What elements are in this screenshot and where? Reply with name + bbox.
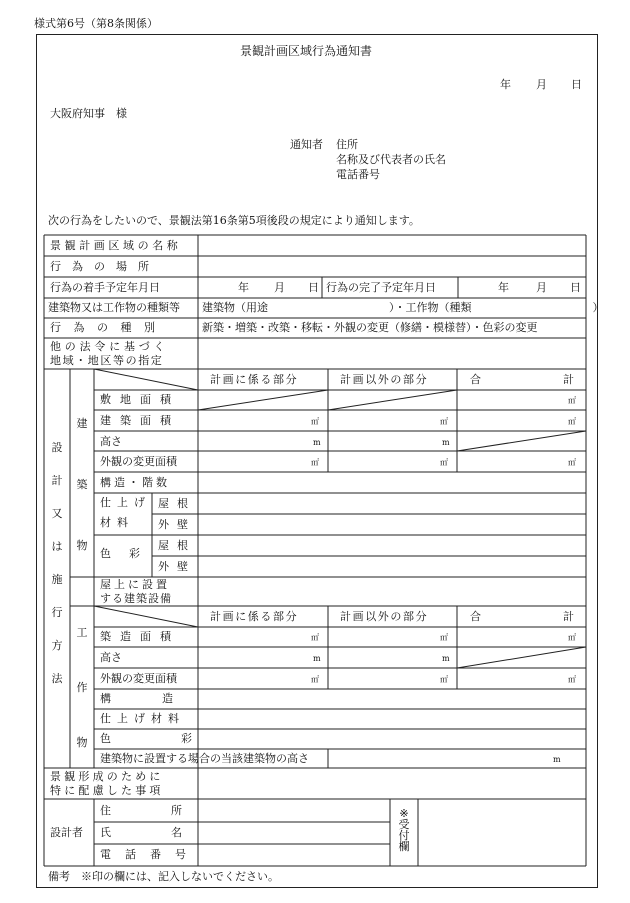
height-other-unit: m: [442, 438, 450, 447]
notifier-name: 名称及び代表者の氏名: [336, 153, 446, 166]
build-area-label: 築造面積: [100, 630, 180, 643]
facade-area-label: 外観の変更面積: [100, 455, 177, 468]
other-law-label-2: 地域・地区等の指定: [50, 354, 164, 367]
notifier-label: 通知者: [290, 138, 323, 151]
color-wall-label: 外壁: [158, 560, 196, 573]
structure-facade-label: 外観の変更面積: [100, 672, 177, 685]
designer-name-label: 氏名: [100, 826, 242, 839]
design-method-label: 設 計 又 は 施 行 方 法: [51, 441, 63, 685]
start-month: 月: [274, 281, 285, 294]
building-area-label: 建築面積: [100, 414, 180, 427]
action-kind-label: 行為の種別: [50, 321, 168, 334]
area-name-label: [50, 240, 192, 251]
on-building-height-label: 建築物に設置する場合の当該建築物の高さ: [100, 752, 309, 765]
rooftop-label-2: する建築設備: [100, 592, 172, 605]
col-total-2: 計: [563, 373, 574, 386]
addressee: 大阪府知事 様: [50, 107, 127, 120]
end-month: 月: [536, 281, 547, 294]
end-date-label: 行為の完了予定年月日: [326, 281, 436, 294]
col-total-1: 合: [470, 373, 481, 386]
start-year: 年: [238, 281, 249, 294]
build-area-other-unit: ㎡: [440, 633, 448, 642]
designer-label: 設計者: [50, 826, 83, 839]
col-plan-2: 計画に係る部分: [210, 610, 299, 623]
structure-facade-other-unit: ㎡: [440, 675, 448, 684]
structure-floors-label: 構造・階数: [100, 476, 170, 489]
date-month: 月: [536, 78, 547, 91]
other-law-label-1: 他の法令に基づく: [50, 340, 169, 353]
designer-phone-label: 電話番号: [100, 848, 200, 861]
col-other-2: 計画以外の部分: [340, 610, 429, 623]
date-year: 年: [500, 78, 511, 91]
site-area-total-unit: ㎡: [568, 396, 576, 405]
form-number: 様式第6号（第8条関係）: [34, 17, 158, 30]
structure-height-plan-unit: m: [313, 654, 321, 663]
build-area-plan-unit: ㎡: [311, 633, 319, 642]
color-roof-label: 屋根: [158, 539, 196, 552]
action-kind-value: 新築・増築・改築・移転・外観の変更（修繕・模様替）・色彩の変更: [202, 321, 538, 334]
construction-label: 構造: [100, 692, 224, 705]
col-total-1b: 合: [470, 610, 481, 623]
designer-address-label: 住所: [100, 804, 242, 817]
area-name-text: 景観計画区域の名称: [50, 239, 182, 252]
structure-color-label: 色彩: [100, 732, 262, 745]
col-plan: 計画に係る部分: [210, 373, 299, 386]
building-side-label: 建 築 物: [76, 417, 88, 552]
reception-label: ※ 受 付 欄: [398, 807, 410, 853]
finish-label-1: 仕上げ: [100, 496, 151, 509]
facade-other-unit: ㎡: [440, 458, 448, 467]
structure-height-label: 高さ: [100, 651, 122, 664]
rooftop-label-1: 屋上に設置: [100, 578, 170, 591]
finish-wall-label: 外壁: [158, 518, 196, 531]
consideration-label-1: 景観形成のために: [50, 770, 164, 783]
on-building-height-unit: m: [553, 755, 561, 764]
kind-label: 建築物又は工作物の種類等: [48, 301, 180, 314]
end-year: 年: [498, 281, 509, 294]
intro-text: 次の行為をしたいので、景観法第16条第5項後段の規定により通知します。: [48, 214, 420, 227]
start-day: 日: [308, 281, 319, 294]
facade-total-unit: ㎡: [568, 458, 576, 467]
structure-finish-label: 仕上げ材料: [100, 712, 185, 725]
notifier-address: 住所: [336, 138, 358, 151]
form-title: 景観計画区域行為通知書: [240, 44, 373, 58]
structure-height-other-unit: m: [442, 654, 450, 663]
color-label: 色彩: [100, 547, 158, 560]
location-label: 行為の場所: [50, 260, 160, 273]
col-other: 計画以外の部分: [340, 373, 429, 386]
date-day: 日: [571, 78, 582, 91]
building-area-other-unit: ㎡: [440, 417, 448, 426]
building-area-plan-unit: ㎡: [311, 417, 319, 426]
structure-side-label: 工 作 物: [76, 626, 88, 749]
start-date-label: 行為の着手予定年月日: [50, 281, 160, 294]
finish-label-2: 材料: [100, 516, 134, 529]
structure-facade-plan-unit: ㎡: [311, 675, 319, 684]
notifier-phone: 電話番号: [336, 168, 380, 181]
consideration-label-2: 特に配慮した事項: [50, 784, 164, 797]
col-total-2b: 計: [563, 610, 574, 623]
kind-value: 建築物（用途 ）・工作物（種類 ）: [202, 301, 604, 314]
site-area-label: 敷地面積: [100, 393, 180, 406]
facade-plan-unit: ㎡: [311, 458, 319, 467]
height-label: 高さ: [100, 435, 122, 448]
end-day: 日: [570, 281, 581, 294]
building-area-total-unit: ㎡: [568, 417, 576, 426]
build-area-total-unit: ㎡: [568, 633, 576, 642]
structure-facade-total-unit: ㎡: [568, 675, 576, 684]
footnote: 備考 ※印の欄には、記入しないでください。: [48, 870, 279, 883]
finish-roof-label: 屋根: [158, 497, 196, 510]
height-plan-unit: m: [313, 438, 321, 447]
